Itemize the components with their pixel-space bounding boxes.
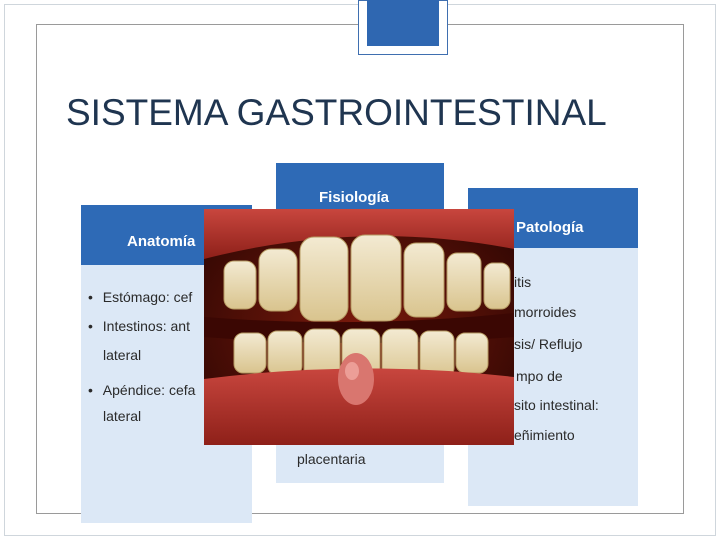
- teeth-photo: [204, 209, 514, 445]
- anatomia-item-2-continuation: lateral: [103, 347, 142, 363]
- teeth-photo-illustration: [204, 209, 514, 445]
- patologia-header-label: Patología: [516, 219, 584, 236]
- patologia-line-4: mpo de: [516, 368, 563, 384]
- anatomia-item-3-text: Apéndice: cefa: [102, 382, 196, 398]
- anatomia-item-2-text: Intestinos: ant: [102, 318, 190, 334]
- anatomia-bullet-1: [88, 289, 192, 305]
- anatomia-bullet-3: [88, 382, 195, 398]
- bullet-glyph: •: [88, 382, 93, 398]
- patologia-line-1: itis: [514, 274, 532, 290]
- anatomia-header-label: Anatomía: [127, 233, 196, 250]
- patologia-line-3: sis/ Reflujo: [514, 336, 583, 352]
- patologia-line-2: morroides: [514, 304, 577, 320]
- anatomia-item-1-text: Estómago: cef: [102, 289, 193, 305]
- patologia-line-5: sito intestinal:: [514, 397, 599, 413]
- decorative-corner-fill: [367, 0, 439, 46]
- bullet-glyph: •: [88, 318, 93, 334]
- anatomia-item-3-continuation: lateral: [103, 408, 142, 424]
- fisiologia-header-label: Fisiología: [319, 189, 390, 206]
- anatomia-bullet-2: [88, 318, 190, 334]
- patologia-line-6: eñimiento: [514, 427, 575, 443]
- bullet-glyph: •: [88, 289, 93, 305]
- slide-title: SISTEMA GASTROINTESTINAL: [66, 92, 607, 133]
- fisiologia-footer-text: placentaria: [297, 451, 366, 467]
